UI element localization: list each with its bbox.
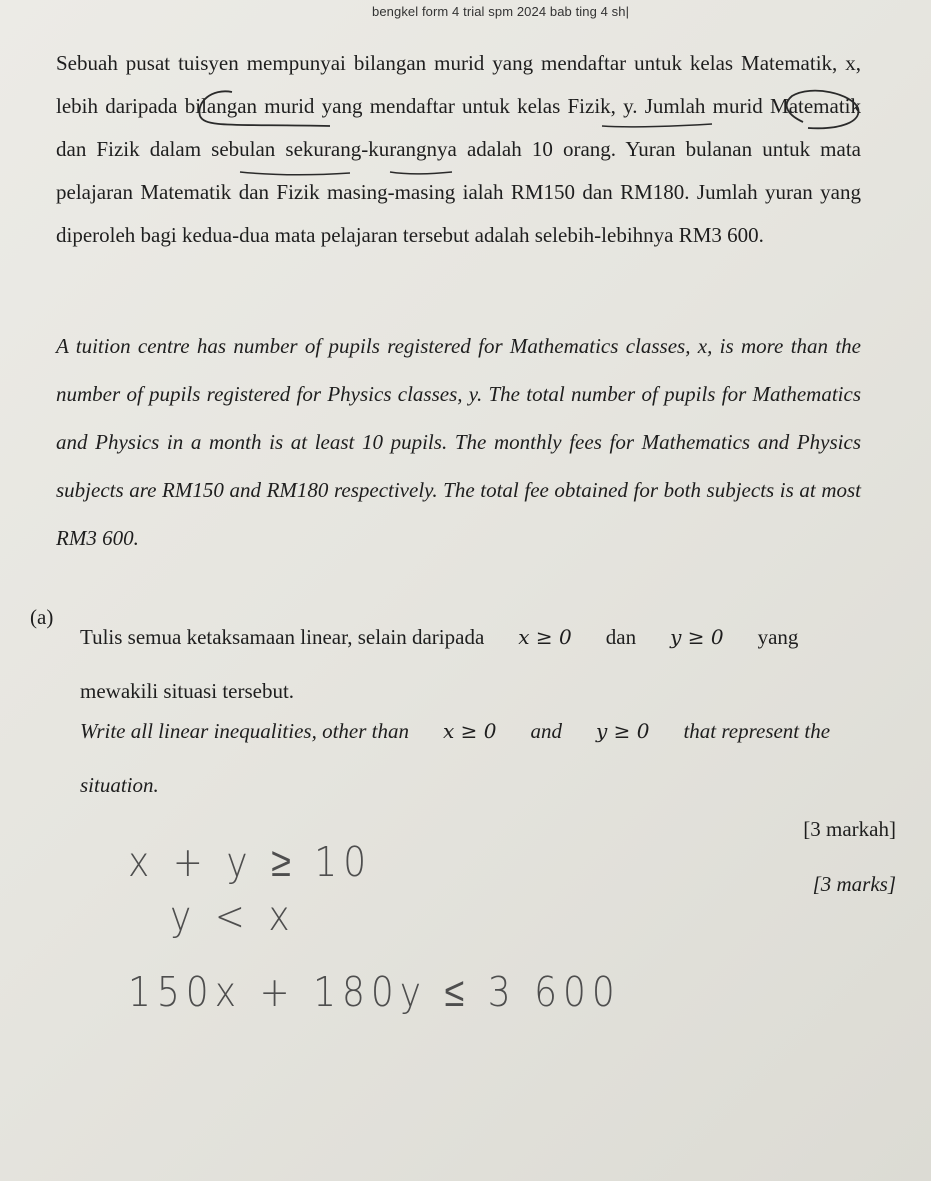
question-a-malay-text: Tulis semua ketaksamaan linear, selain daripada <box>80 625 485 649</box>
join-word-english: and <box>530 719 562 743</box>
question-a-english-line2: situation. <box>80 773 159 797</box>
join-word-malay: dan <box>605 625 637 649</box>
page-header: bengkel form 4 trial spm 2024 bab ting 4 sh| <box>372 4 630 19</box>
marks-malay: [3 markah] <box>803 817 896 841</box>
english-intro-paragraph: A tuition centre has number of pupils registered for Mathematics classes, x, is more than the number of pupils registered for Physics classes, y. The total number of pupils for Mathematics and Physics in a month is at least 10 pupils. The monthly fees for Mathematics and Physics subjects are RM150 and RM180 respectively. The total fee obtained for both subjects is at most RM3 600. <box>56 334 861 550</box>
condition-x-english: x ≥ 0 <box>442 719 497 743</box>
question-a-malay <box>80 610 880 718</box>
question-a-english <box>80 704 880 812</box>
handwritten-answer-3: 150x + 180y ≤ 3 600 <box>128 969 621 1017</box>
handwritten-answer-1: x + y ≥ 10 <box>128 839 373 887</box>
condition-x-malay: x ≥ 0 <box>518 625 572 649</box>
handwritten-answer-2: y < x <box>170 893 296 941</box>
question-a-english-end: that represent the <box>683 719 831 743</box>
malay-intro-paragraph: Sebuah pusat tuisyen mempunyai bilangan murid yang mendaftar untuk kelas Matematik, x, lebih daripada bilangan murid yang mendaftar untuk kelas Fizik, y. Jumlah murid Matematik dan Fizik dalam sebulan sekurang-kurangnya adalah 10 orang. Yuran bulanan untuk mata pelajaran Matematik dan Fizik masing-masing ialah RM150 dan RM180. Jumlah yuran yang diperoleh bagi kedua-dua mata pelajaran tersebut adalah selebih-lebihnya RM3 600. <box>56 51 861 247</box>
condition-y-english: y ≥ 0 <box>595 719 650 743</box>
question-label: (a) <box>30 605 54 629</box>
question-a-malay-line2: mewakili situasi tersebut. <box>80 679 295 703</box>
question-a-english-text: Write all linear inequalities, other than <box>80 719 409 743</box>
question-a-malay-end: yang <box>757 625 799 649</box>
condition-y-malay: y ≥ 0 <box>670 625 724 649</box>
marks-english: [3 marks] <box>812 872 896 896</box>
